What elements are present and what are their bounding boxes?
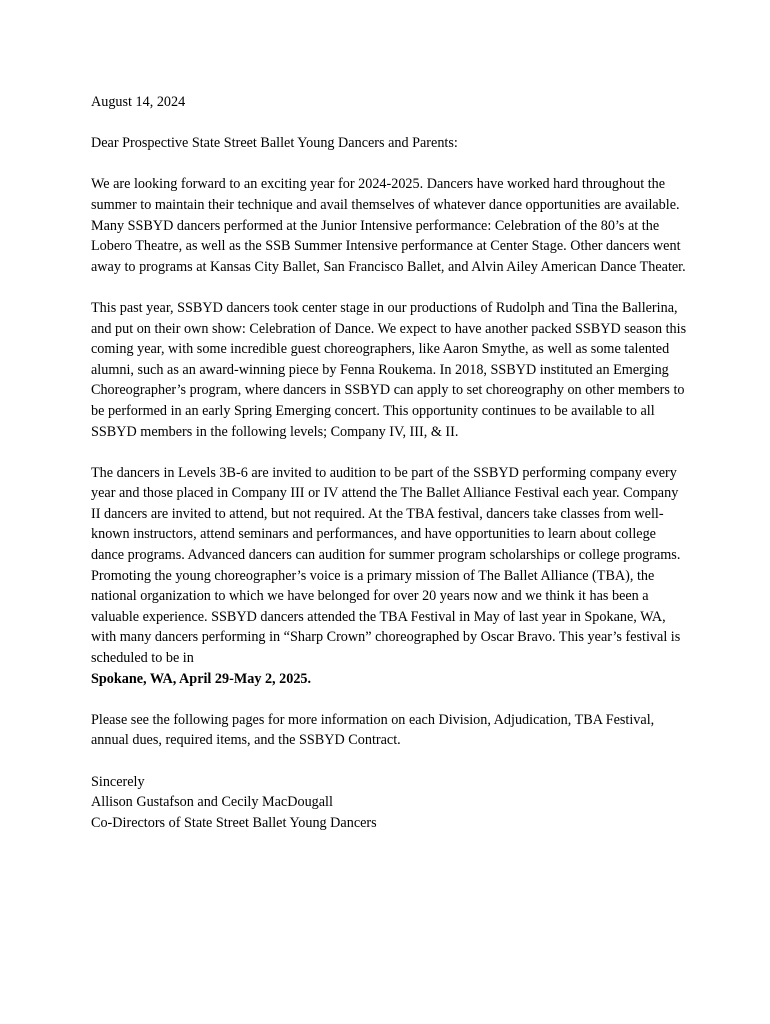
letter-salutation: Dear Prospective State Street Ballet Young Dancers and Parents: bbox=[91, 135, 458, 152]
paragraph-following-pages: Please see the following pages for more information on each Division, Adjudication, TBA Festival, annual dues, required items, and the SSBYD Contract. bbox=[91, 711, 655, 749]
signer-names: Allison Gustafson and Cecily MacDougall bbox=[91, 794, 333, 811]
letter-body bbox=[91, 92, 687, 833]
tba-festival-text: The dancers in Levels 3B-6 are invited to audition to be part of the SSBYD performing company every year and those placed in Company III or IV attend the The Ballet Alliance Festival each year. Company II dancers are invited to attend, but not required. At the TBA festival, dancers take classes from well-known instructors, attend seminars and performances, and have opportunities to learn about college dance programs. Advanced dancers can audition for summer program scholarships or college programs. Promoting the young choreographer’s voice is a primary mission of The Ballet Alliance (TBA), the national organization to which we have belonged for over 20 years now and we think it has been a valuable experience. SSBYD dancers attended the TBA Festival in May of last year in Spokane, WA, with many dancers performing in “Sharp Crown” choreographed by Oscar Bravo. This year’s festival is scheduled to be in bbox=[91, 464, 681, 667]
letter-date: August 14, 2024 bbox=[91, 94, 186, 110]
letter-closing: Sincerely bbox=[91, 773, 145, 790]
letter-signature-block bbox=[91, 772, 687, 834]
paragraph-tba-festival bbox=[91, 463, 687, 690]
paragraph-season-overview: This past year, SSBYD dancers took center stage in our productions of Rudolph and Tina the Ballerina, and put on their own show: Celebration of Dance. We expect to have another packed SSBYD season this coming year, with some incredible guest choreographers, like Aaron Smythe, as well as some talented alumni, such as an award-winning piece by Fenna Roukema. In 2018, SSBYD instituted an Emerging Choreographer’s program, where dancers in SSBYD can apply to set choreography on other members to be performed in an early Spring Emerging concert. This opportunity continues to be available to all SSBYD members in the following levels; Company IV, III, & II. bbox=[91, 299, 687, 440]
festival-location-dates: Spokane, WA, April 29-May 2, 2025. bbox=[91, 670, 312, 687]
paragraph-summer-programs: We are looking forward to an exciting year for 2024-2025. Dancers have worked hard throughout the summer to maintain their technique and avail themselves of whatever dance opportunities are available. Many SSBYD dancers performed at the Junior Intensive performance: Celebration of the 80’s at the Lobero Theatre, as well as the SSB Summer Intensive performance at Center Stage. Other dancers went away to programs at Kansas City Ballet, San Francisco Ballet, and Alvin Ailey American Dance Theater. bbox=[91, 176, 686, 275]
signer-title: Co-Directors of State Street Ballet Young Dancers bbox=[91, 814, 377, 831]
